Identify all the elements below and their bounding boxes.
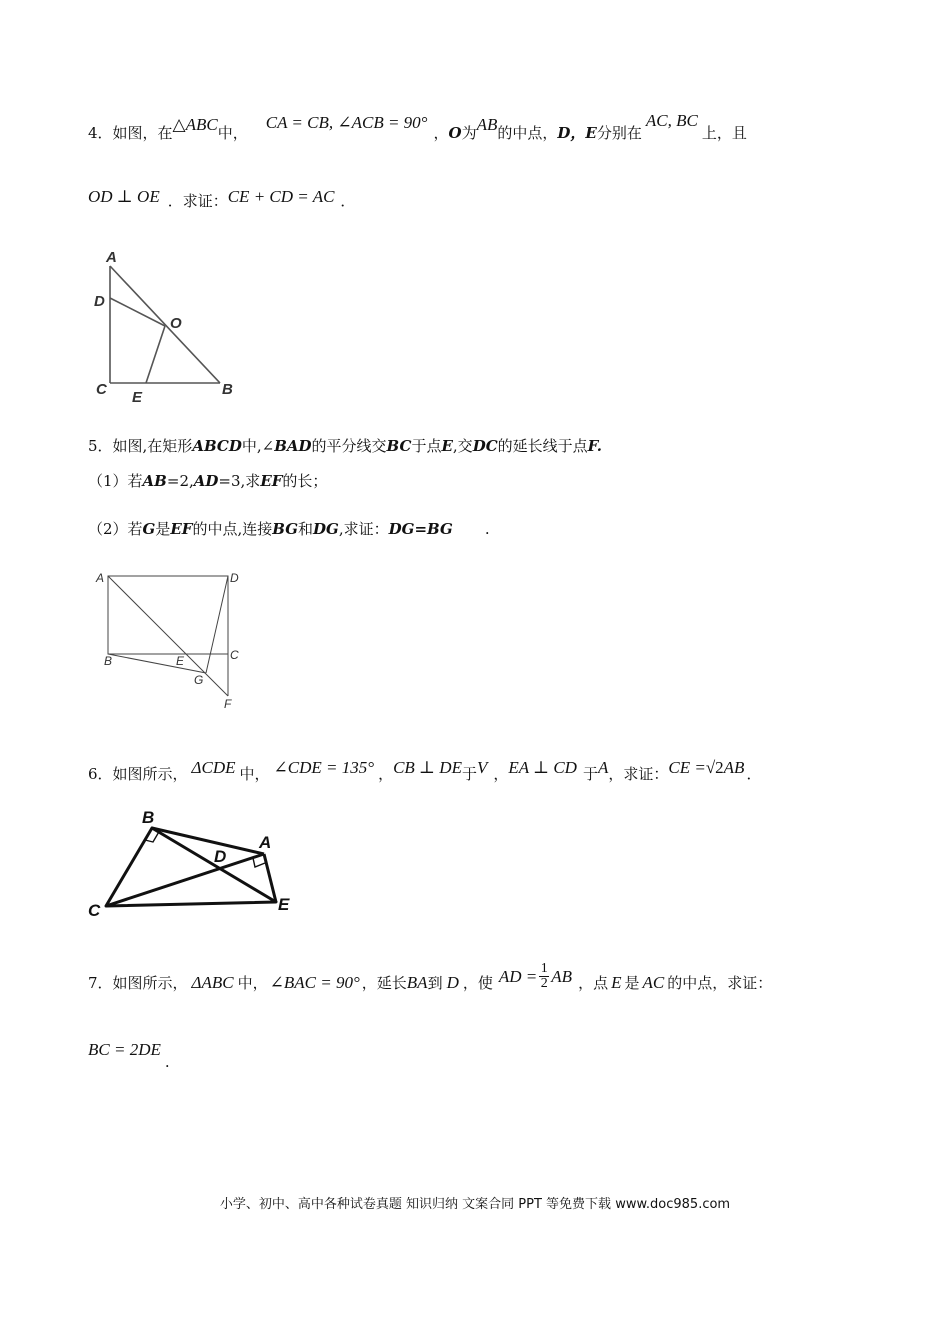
q5-label-b: B [104,654,113,668]
q5-label-a: A [96,571,105,585]
q5-stem [88,435,602,456]
q6-number: 6．如图所示， [88,765,188,783]
q5-text: 的中点,连接 [192,520,273,538]
q7-text: ，点 [578,974,609,992]
q5-ef: EF [170,519,193,538]
q6-label-d: D [214,847,227,866]
q7-ac: AC [642,972,665,992]
q5-dg: DG [313,519,339,538]
q7-text: ，延长 [361,974,407,992]
q5-text: （1）若 [88,472,143,490]
q6-label-c: C [88,901,101,920]
q7-line2 [88,1040,170,1071]
q5-text: 于点 [411,437,442,455]
q7-ab: AB [551,966,573,986]
q4-line1 [88,110,747,143]
q6-seg-ba [152,828,264,854]
q5-g: G [142,519,156,538]
q4-perp: OD ⊥ OE [88,186,160,206]
q5-abcd: ABCD [192,436,242,455]
q4-label-d: D [94,293,105,310]
q7-number: 7．如图所示， [88,974,188,992]
q4-points-de: D，E [557,124,597,142]
q5-bc: BC [386,436,412,455]
q6-label-a: A [259,833,272,852]
q7-line1 [88,961,773,997]
q6-figure [86,806,306,926]
q4-condition: CA = CB, ∠ACB = 90° [265,112,428,132]
q7-ad: AD = [498,966,538,986]
q5-text: =3,求 [218,472,261,490]
q7-frac-num: 1 [540,961,548,976]
q5-ad: AD [193,471,219,490]
q5-label-c: C [230,648,239,662]
q6-line [88,757,762,784]
q6-text: 于 [461,765,477,783]
page-footer: 小学、初中、高中各种试卷真题 知识归纳 文案合同 PPT 等免费下载 www.doc985.com [219,1197,731,1212]
q6-triangle-cbe [106,828,276,906]
q5-rectangle [108,576,228,654]
q7-text: 到 [427,974,443,992]
q7-angle: ∠BAC = 90° [269,972,360,992]
q4-figure [88,248,248,412]
q7-e: E [611,972,622,992]
q4-label-e: E [132,389,143,406]
q4-label-b: B [222,381,233,398]
q6-perp1: CB ⊥ DE [393,757,462,777]
q7-text: 是 [624,974,640,992]
q6-right-angle-a [253,858,265,867]
q7-text: . [164,1053,170,1071]
q5-figure [92,566,252,718]
q5-bg: BG [272,519,299,538]
q7-ba: BA [406,972,428,992]
q6-text: ， [378,765,394,783]
q7-frac-den: 2 [540,976,548,991]
q4-text: 中， [217,124,248,142]
q6-goal: CE = [668,757,706,777]
q5-part2 [88,518,490,539]
q5-text: 的长； [282,472,328,490]
q5-goal: DG=BG [388,519,453,538]
q6-a: A [597,757,609,777]
q5-label-d: D [230,571,239,585]
q4-text: ． [340,192,356,210]
q7-text: ，使 [462,974,493,992]
q7-d: D [446,972,459,992]
q4-text: 分别在 [596,124,642,142]
q5-text: . [484,519,490,538]
q6-text: ，求证： [608,765,669,783]
q4-seg-ab [110,266,220,383]
q5-dc: DC [472,436,498,455]
q7-text: 的中点，求证： [667,974,773,992]
q5-label-g: G [194,673,204,687]
q5-seg-dg [206,576,228,673]
q5-label-f: F [224,697,232,711]
q6-goal-ab: AB [723,757,745,777]
q5-part1 [88,470,327,491]
q4-number: 4．如图，在 [88,124,173,142]
q4-seg-do [110,298,165,326]
q6-text: ， [493,765,509,783]
q5-text: 的延长线于点 [497,437,588,455]
q4-text: 为 [461,124,477,142]
q6-text: 中， [239,765,270,783]
q5-text: 的平分线交 [311,437,387,455]
q5-ef: EF [260,471,283,490]
q7-condition [499,962,572,991]
q7-text: 中， [237,974,268,992]
q4-seg-oe [146,326,165,383]
q5-ab: AB [142,471,167,490]
q7-goal: BC = 2DE [88,1040,161,1059]
q4-label-o: O [170,315,182,332]
q4-acbc: AC, BC [645,110,698,130]
q5-seg-bg [108,654,206,673]
q6-label-b: B [142,808,155,827]
q4-goal: CE + CD = AC [227,186,335,206]
q6-label-e: E [278,895,290,914]
q4-text: ， [433,124,449,142]
q5-label-e: E [176,654,185,668]
q5-text: =2, [166,471,194,490]
q6-text: 于 [582,765,598,783]
q5-bad: BAD [274,436,312,455]
q6-perp2: EA ⊥ CD [508,757,577,777]
q4-triangle: △ABC [172,114,218,134]
q4-text: 上，且 [701,124,747,142]
q4-label-c: C [96,381,107,398]
q7-triangle: ΔABC [191,972,234,992]
q5-f: F. [587,436,603,455]
q6-v: V [476,757,488,777]
q5-e: E [441,436,453,455]
q6-sqrt: √2 [705,757,724,777]
q6-triangle: ΔCDE [191,757,236,777]
q4-text: ．求证： [167,192,228,210]
q5-text: ,交 [452,437,473,455]
q4-line2 [88,186,356,211]
q5-text: 是 [155,520,171,538]
q4-ab: AB [476,114,498,134]
q4-text: 的中点， [497,124,558,142]
q5-text: ,求证： [338,520,389,538]
q6-text: ． [746,765,762,783]
q5-text: 和 [298,520,314,538]
q5-seg-af [108,576,228,696]
q4-label-a: A [106,249,117,266]
q5-text: （2）若 [88,520,143,538]
q4-point-o: O [448,123,462,142]
q5-text: 中,∠ [241,437,275,455]
q6-angle: ∠CDE = 135° [273,757,375,777]
q7-fraction [539,962,549,991]
q5-text: 5．如图,在矩形 [88,437,193,455]
